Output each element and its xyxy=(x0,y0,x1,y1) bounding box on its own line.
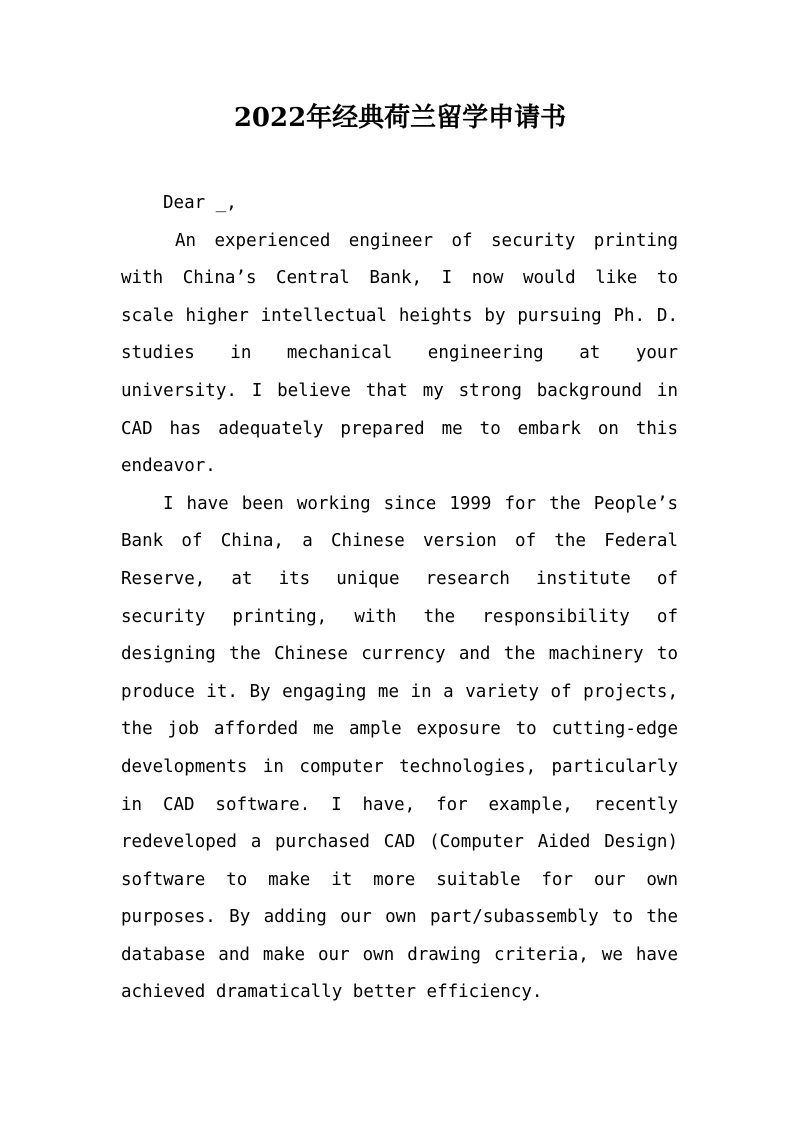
paragraph-line: An experienced engineer of security printing xyxy=(175,230,678,251)
paragraph-1 xyxy=(121,223,678,486)
paragraph-line: purposes. By adding our own part/subassembly to the xyxy=(121,907,678,928)
paragraph-line: redeveloped a purchased CAD (Computer Aided Design) xyxy=(121,832,678,853)
paragraph-line: Reserve, at its unique research institute of xyxy=(121,568,678,589)
paragraph-line: scale higher intellectual heights by pursuing Ph. D. xyxy=(121,305,678,326)
paragraph-line: studies in mechanical engineering at your xyxy=(121,343,678,364)
paragraph-line: produce it. By engaging me in a variety of projects, xyxy=(121,681,678,702)
paragraph-line: the job afforded me ample exposure to cutting-edge xyxy=(121,719,678,740)
paragraph-line: I have been working since 1999 for the People’s xyxy=(163,493,678,514)
paragraph-line: in CAD software. I have, for example, recently xyxy=(121,794,678,815)
paragraph-line: developments in computer technologies, particularly xyxy=(121,756,678,777)
paragraph-line: CAD has adequately prepared me to embark on this xyxy=(121,418,678,439)
paragraph-line: with China’s Central Bank, I now would like to xyxy=(121,268,678,289)
paragraph-line: security printing, with the responsibility of xyxy=(121,606,678,627)
paragraph-line: Bank of China, a Chinese version of the Federal xyxy=(121,531,678,552)
salutation: Dear _, xyxy=(163,193,237,213)
document-body xyxy=(121,185,678,1012)
paragraph-line: university. I believe that my strong background in xyxy=(121,380,678,401)
paragraph-line: achieved dramatically better efficiency. xyxy=(121,982,543,1003)
paragraph-line: database and make our own drawing criteria, we have xyxy=(121,944,678,965)
paragraph-2 xyxy=(121,486,678,1012)
paragraph-line: designing the Chinese currency and the machinery to xyxy=(121,644,678,665)
paragraph-line: software to make it more suitable for our own xyxy=(121,869,678,890)
document-title: 2022年经典荷兰留学申请书 xyxy=(233,103,567,133)
paragraph-line: endeavor. xyxy=(121,456,216,477)
